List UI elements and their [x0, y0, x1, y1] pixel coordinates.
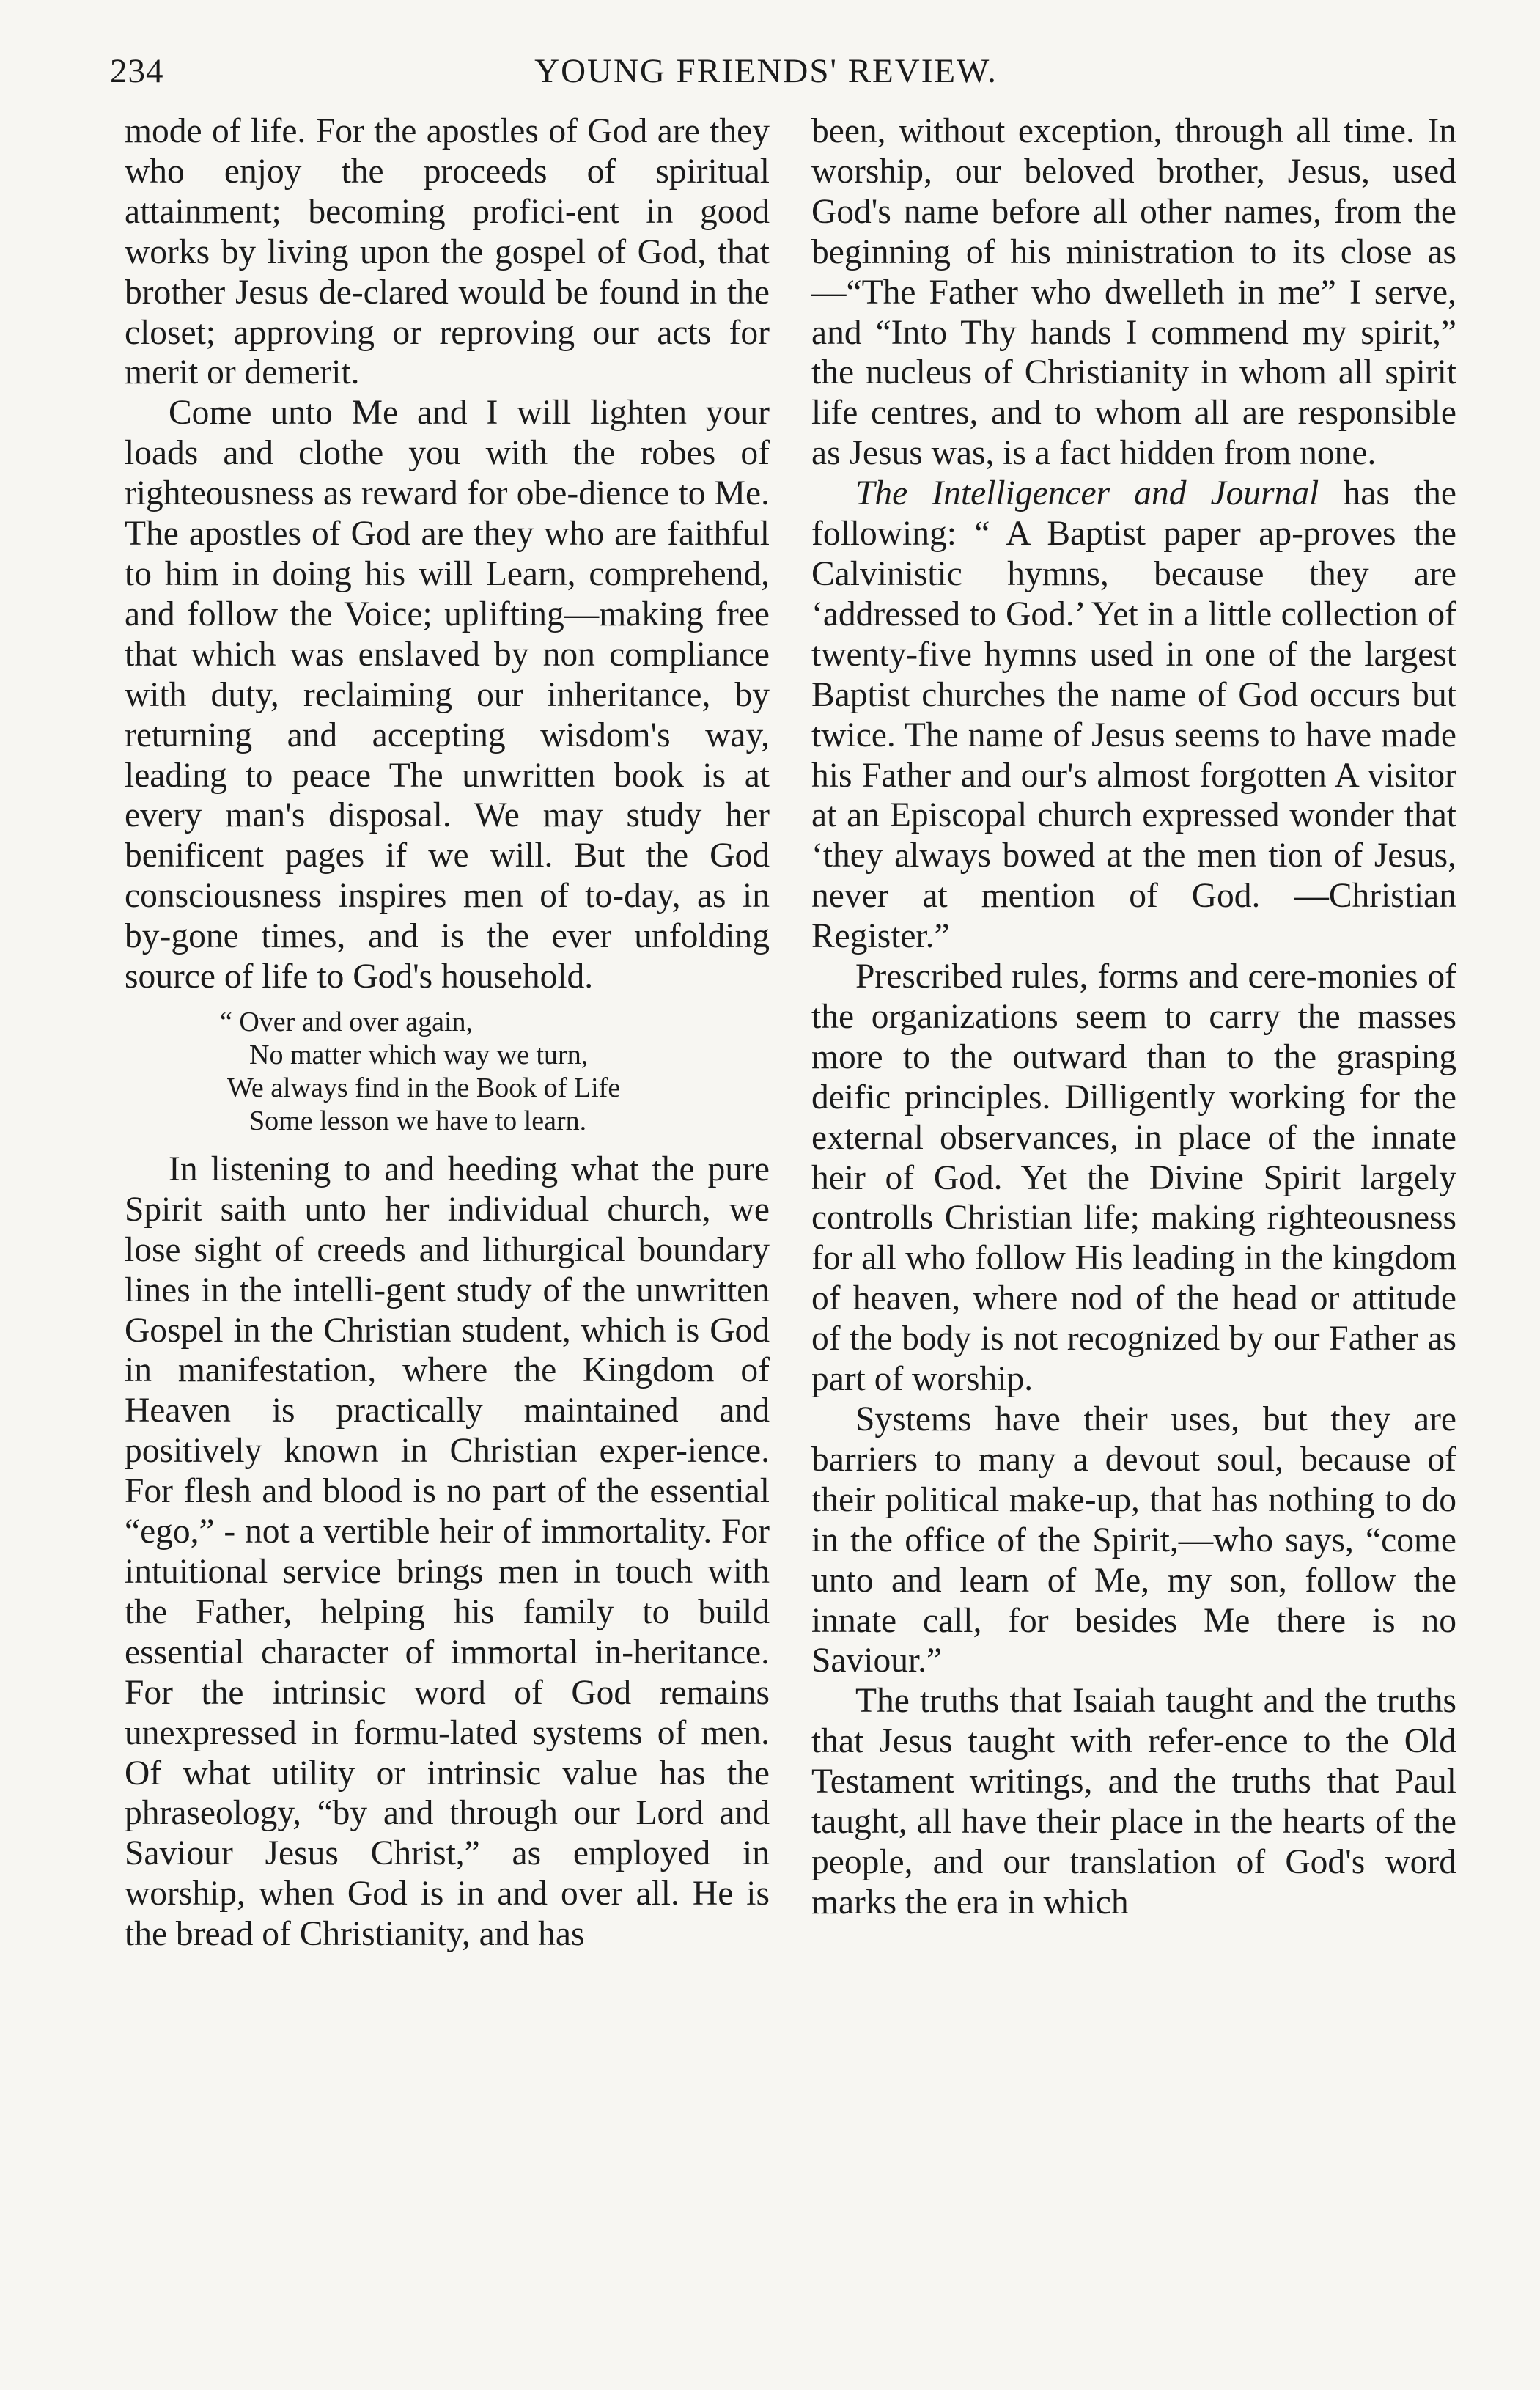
paragraph: Come unto Me and I will lighten your loads and clothe you with the robes of righteousness as reward for obe-dience to Me. The apostles of God are they who are faithful to him in doing his will Learn, comprehend, and follow the Voice; uplifting—making free that which was enslaved by non compliance with duty, reclaiming our inheritance, by returning and accepting wisdom's way, leading to peace The unwritten book is at every man's disposal. We may study her benificent pages if we will. But the God consciousness inspires men of to-day, as in by-gone times, and is the ever unfolding source of life to God's household. — [125, 394, 770, 996]
poem-line: “ Over and over again, — [220, 1006, 474, 1037]
paragraph: been, without exception, through all time. In worship, our beloved brother, Jesus, used God's name before all other names, from the beginning of his ministration to its close as—“The Father who dwelleth in me” I serve, and “Into Thy hands I commend my spirit,” the nucleus of Christianity in whom all spirit life centres, and to whom all are responsible as Jesus was, is a fact hidden from none. — [811, 112, 1456, 473]
paragraph: Prescribed rules, forms and cere-monies of the organizations seem to carry the masses more to the outward than to the grasping deific principles. Dilligently working for the external observances, in place of the innate heir of God. Yet the Divine Spirit largely controlls Christian life; making righteousness for all who follow His leading in the kingdom of heaven, where nod of the head or attitude of the body is not recognized by our Father as part of worship. — [811, 957, 1456, 1399]
page-number: 234 — [110, 52, 164, 90]
poem-line: No matter which way we turn, — [249, 1039, 589, 1070]
paragraph: mode of life. For the apostles of God are they who enjoy the proceeds of spiritual attainment; becoming profici-ent in good works by living upon the gospel of God, that brother Jesus de-clared would be found in the closet; approving or reproving our acts for merit or demerit. — [125, 112, 770, 392]
running-head: YOUNG FRIENDS' REVIEW. — [534, 52, 998, 90]
paragraph: Systems have their uses, but they are barriers to many a devout soul, because of their political make-up, that has nothing to do in the office of the Spirit,—who says, “come unto and learn of Me, my son, follow the innate call, for besides Me there is no Saviour.” — [811, 1400, 1456, 1680]
poem-quote — [125, 1006, 770, 1138]
paragraph: In listening to and heeding what the pure Spirit saith unto her individual church, we lose sight of creeds and lithurgical boundary lines in the intelli-gent study of the unwritten Gospel in the Christian student, which is God in manifestation, where the Kingdom of Heaven is practically maintained and positively known in Christian exper-ience. For flesh and blood is no part of the essential “ego,” - not a vertible heir of immortality. For intuitional service brings men in touch with the Father, helping his family to build essential character of immortal in-heritance. For the intrinsic word of God remains unexpressed in formu-lated systems of men. Of what utility or intrinsic value has the phraseology, “by and through our Lord and Saviour Jesus Christ,” as employed in worship, when God is in and over all. He is the bread of Christianity, and has — [125, 1150, 770, 1954]
poem-line: We always find in the Book of Life — [227, 1072, 621, 1103]
page-header — [110, 51, 1422, 110]
paragraph — [811, 474, 1456, 957]
left-column — [125, 111, 770, 1955]
right-column — [811, 111, 1456, 1923]
paragraph: The truths that Isaiah taught and the truths that Jesus taught with refer-ence to the Old Testament writings, and the truths that Paul taught, all have their place in the hearts of the people, and our translation of God's word marks the era in which — [811, 1682, 1456, 1922]
poem-line: Some lesson we have to learn. — [249, 1105, 587, 1136]
paragraph-text: has the following: “ A Baptist paper ap-proves the Calvinistic hymns, because they are ‘addressed to God.’ Yet in a little collection of twenty-five hymns used in one of the largest Baptist churches the name of God occurs but twice. The name of Jesus seems to have made his Father and our's almost forgotten A visitor at an Episcopal church expressed wonder that ‘they always bowed at the men tion of Jesus, never at mention of God. —Christian Register.” — [811, 474, 1456, 956]
periodical-title: The Intelligencer and Journal — [855, 474, 1319, 513]
